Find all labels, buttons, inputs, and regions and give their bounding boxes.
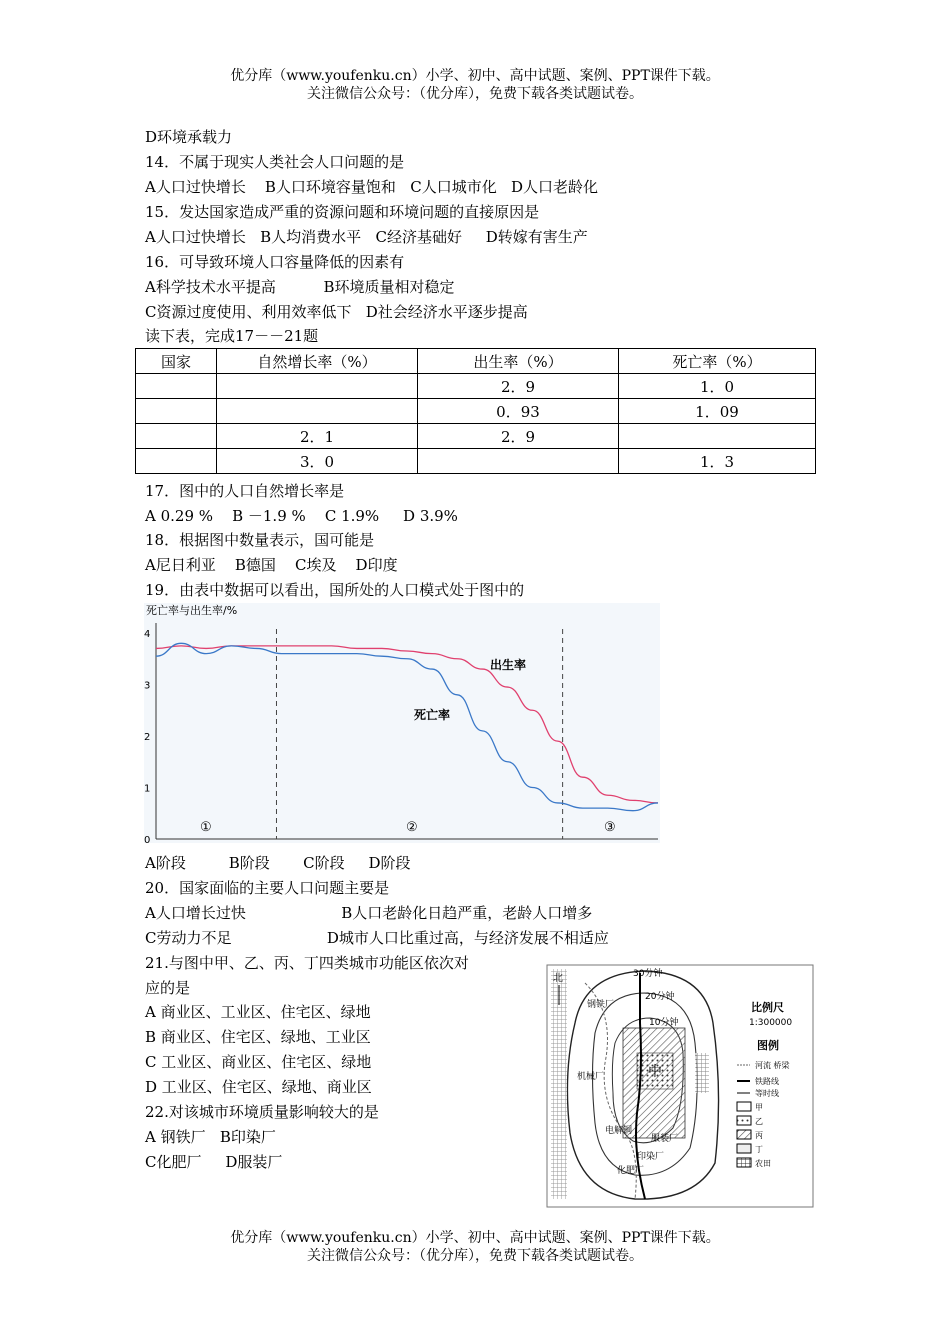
table-cell: 2．1	[217, 424, 418, 449]
question-20: 20．国家面临的主要人口问题主要是	[145, 879, 390, 897]
factory-label: 机械厂	[577, 1072, 605, 1082]
y-tick-label: 2	[144, 732, 151, 743]
isochrone-label: 20分钟	[645, 992, 675, 1002]
table-cell	[217, 374, 418, 399]
table-cell	[619, 424, 816, 449]
options-19: A阶段 B阶段 C阶段 D阶段	[145, 854, 411, 872]
farmland-right	[695, 1053, 709, 1093]
table-header: 国家	[136, 349, 217, 374]
chart-svg	[144, 603, 660, 843]
table-row	[136, 374, 816, 399]
options-17: A 0.29 % B －1.9 % C 1.9% D 3.9%	[145, 507, 458, 525]
table-cell: 2．9	[418, 374, 619, 399]
legend-ding-swatch	[737, 1144, 751, 1153]
city-map-svg	[545, 963, 815, 1209]
table-header: 死亡率（%）	[619, 349, 816, 374]
table-cell	[136, 449, 217, 474]
isochrone-label: 10分钟	[649, 1018, 679, 1028]
table-cell: 1．3	[619, 449, 816, 474]
factory-label: 钢铁厂	[587, 1000, 615, 1010]
legend-title: 图例	[757, 1039, 779, 1052]
footer-line-2: 关注微信公众号：（优分库），免费下载各类试题试卷。	[307, 1248, 643, 1264]
factory-label: 化肥厂	[617, 1166, 645, 1176]
options-20a: A人口增长过快 B人口老龄化日趋严重，老龄人口增多	[145, 904, 593, 922]
y-tick-label: 1	[144, 783, 151, 795]
question-21a: 21.与图中甲、乙、丙、丁四类城市功能区依次对	[145, 954, 469, 972]
table-header: 出生率（%）	[418, 349, 619, 374]
question-16: 16．可导致环境人口容量降低的因素有	[145, 253, 405, 271]
options-16b: C资源过度使用、利用效率低下 D社会经济水平逐步提高	[145, 303, 528, 321]
question-22: 22.对该城市环境质量影响较大的是	[145, 1103, 379, 1121]
center-mark: 中	[648, 1064, 662, 1080]
table-row	[136, 424, 816, 449]
option-21c: C 工业区、商业区、住宅区、绿地	[145, 1053, 372, 1071]
table-header-row	[136, 349, 816, 374]
table-cell: 2．9	[418, 424, 619, 449]
table-cell: 1．09	[619, 399, 816, 424]
header-line-2: 关注微信公众号：（优分库），免费下载各类试题试卷。	[307, 86, 643, 102]
question-19: 19．由表中数据可以看出，国所处的人口模式处于图中的	[145, 581, 525, 599]
birth-rate-label: 出生率	[490, 658, 527, 672]
legend-yi-swatch	[737, 1116, 751, 1125]
legend-label: 铁路线	[755, 1077, 779, 1086]
options-22a: A 钢铁厂 B印染厂	[145, 1128, 276, 1146]
table-row	[136, 449, 816, 474]
legend-label: 等时线	[755, 1089, 779, 1098]
question-18: 18．根据图中数量表示，国可能是	[145, 531, 375, 549]
options-20b: C劳动力不足 D城市人口比重过高，与经济发展不相适应	[145, 929, 609, 947]
options-22b: C化肥厂 D服装厂	[145, 1153, 283, 1171]
table-header: 自然增长率（%）	[217, 349, 418, 374]
option-21b: B 商业区、住宅区、绿地、工业区	[145, 1028, 371, 1046]
stage-label: ②	[406, 820, 418, 835]
birth-rate-line	[156, 646, 658, 803]
legend-farmland-swatch	[737, 1158, 751, 1167]
population-table	[135, 348, 816, 474]
options-16a: A科学技术水平提高 B环境质量相对稳定	[145, 278, 455, 296]
legend-label: 丁	[755, 1145, 763, 1154]
scale-title: 比例尺	[751, 1001, 784, 1014]
legend-label: 甲	[755, 1103, 763, 1112]
death-rate-line	[156, 643, 658, 810]
legend-label: 丙	[755, 1131, 763, 1140]
question-14: 14．不属于现实人类社会人口问题的是	[145, 153, 405, 171]
scale-value: 1:300000	[749, 1018, 793, 1028]
isochrone-label: 30分钟	[633, 969, 663, 979]
stage-label: ①	[200, 820, 212, 835]
question-21b: 应的是	[145, 979, 191, 997]
options-18: A尼日利亚 B德国 C埃及 D印度	[145, 556, 398, 574]
table-cell: 1．0	[619, 374, 816, 399]
legend-label: 乙	[755, 1117, 763, 1126]
y-tick-label: 3	[144, 680, 151, 692]
question-17: 17．图中的人口自然增长率是	[145, 482, 345, 500]
text-line: D环境承载力	[145, 128, 233, 146]
table-cell	[136, 374, 217, 399]
header-line-1: 优分库（www.youfenku.cn）小学、初中、高中试题、案例、PPT课件下载。	[230, 68, 720, 84]
table-row	[136, 399, 816, 424]
y-tick-label: 4	[144, 629, 151, 640]
option-21a: A 商业区、工业区、住宅区、绿地	[145, 1003, 371, 1021]
legend-label: 农田	[755, 1159, 771, 1168]
options-14: A人口过快增长 B人口环境容量饱和 C人口城市化 D人口老龄化	[145, 178, 599, 196]
factory-label: 印染厂	[637, 1152, 665, 1162]
death-rate-label: 死亡率	[414, 708, 451, 722]
options-15: A人口过快增长 B人均消费水平 C经济基础好 D转嫁有害生产	[145, 228, 588, 246]
table-cell	[136, 399, 217, 424]
table-cell	[136, 424, 217, 449]
question-15: 15．发达国家造成严重的资源问题和环境问题的直接原因是	[145, 203, 540, 221]
footer-line-1: 优分库（www.youfenku.cn）小学、初中、高中试题、案例、PPT课件下载。	[230, 1230, 720, 1246]
city-map-figure	[545, 963, 815, 1209]
factory-label: 电解铜	[605, 1126, 633, 1136]
option-21d: D 工业区、住宅区、绿地、商业区	[145, 1078, 372, 1096]
legend-jia-swatch	[737, 1102, 751, 1111]
table-cell: 3．0	[217, 449, 418, 474]
demographic-transition-chart	[144, 603, 660, 843]
table-cell	[418, 449, 619, 474]
legend-label: 河流 桥梁	[755, 1061, 790, 1070]
north-label: 北	[553, 973, 563, 984]
chart-ylabel: 死亡率与出生率/%	[146, 604, 238, 617]
y-tick-label: 0	[144, 835, 151, 843]
table-cell	[217, 399, 418, 424]
factory-label: 服装厂	[651, 1134, 679, 1144]
legend-bing-swatch	[737, 1130, 751, 1139]
table-intro: 读下表，完成17－－21题	[145, 327, 319, 345]
stage-label: ③	[604, 820, 616, 835]
table-cell: 0．93	[418, 399, 619, 424]
